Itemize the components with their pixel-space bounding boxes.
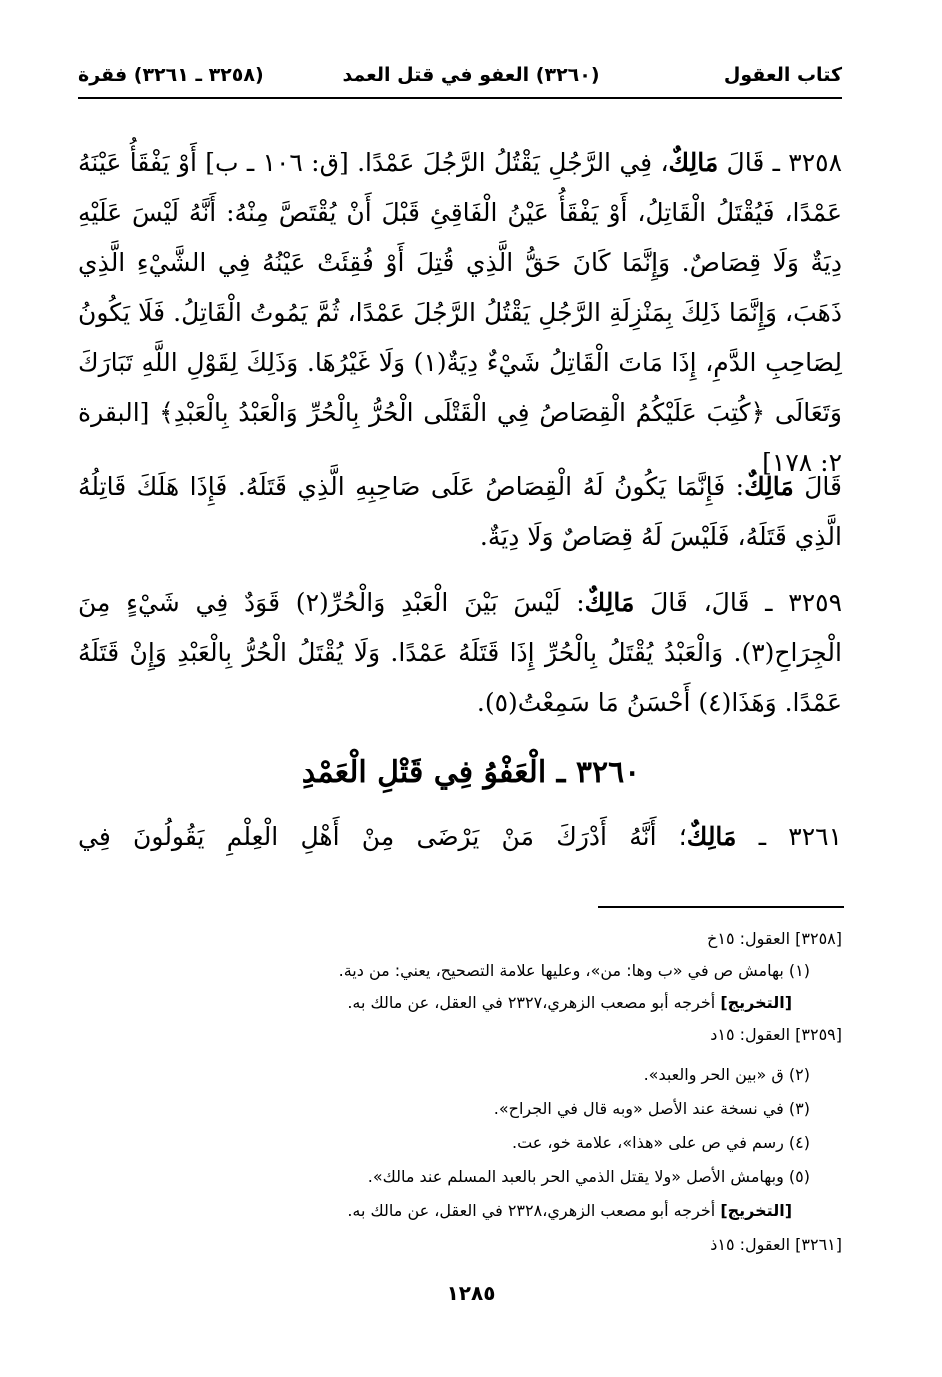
paragraph-malik-comment — [78, 462, 842, 562]
footnote-line: [٣٢٥٨] العقول: ١٥خ — [707, 929, 842, 948]
speaker-name: مَالِكٌ — [686, 822, 737, 851]
footnote-line: (٢) ق «بين الحر والعبد». — [643, 1065, 810, 1084]
paragraph-3259 — [78, 578, 842, 728]
speaker-name: مَالِكٌ — [584, 588, 635, 617]
paragraph-text: ؛ أَنَّهُ أَدْرَكَ مَنْ يَرْضَى مِنْ أَهْلِ الْعِلْمِ يَقُولُونَ فِي — [78, 822, 687, 851]
paragraph-3261 — [78, 812, 842, 862]
paragraph-text: ، فِي الرَّجُلِ يَقْتُلُ الرَّجُلَ عَمْدًا. [ق: ١٠٦ ـ ب] أَوْ يَفْقَأُ عَيْنَهُ عَمْدًا، فَيُقْتَلُ الْقَاتِلُ، أَوْ يَفْقَأُ عَيْنُ الْفَاقِئِ قَبْلَ أَنْ يُقْتَصَّ مِنْهُ: أَنَّهُ لَيْسَ عَلَيْهِ دِيَةٌ وَلَا قِصَاصٌ. وَإِنَّمَا كَانَ حَقُّ الَّذِي قُتِلَ أَوْ فُقِئَتْ عَيْنُهُ فِي الشَّيْءِ الَّذِي ذَهَبَ، وَإِنَّمَا ذَلِكَ بِمَنْزِلَةِ الرَّجُلِ يَقْتُلُ الرَّجُلَ عَمْدًا، ثُمَّ يَمُوتُ الْقَاتِلُ. فَلَا يَكُونُ لِصَاحِبِ الدَّمِ، إِذَا مَاتَ الْقَاتِلُ شَيْءٌ دِيَةٌ(١) وَلَا غَيْرُهَا. وَذَلِكَ لِقَوْلِ اللَّهِ تَبَارَكَ وَتَعَالَى ﴿كُتِبَ عَلَيْكُمُ الْقِصَاصُ فِي الْقَتْلَى الْحُرُّ بِالْحُرِّ وَالْعَبْدُ بِالْعَبْدِ﴾ [البقرة ٢: ١٧٨] — [78, 148, 843, 477]
running-header-book-title: كتاب العقول — [723, 64, 842, 86]
paragraph-3258 — [78, 138, 842, 488]
paragraph-number: ٣٢٥٨ ـ قَالَ — [718, 148, 842, 177]
paragraph-number: ٣٢٥٩ ـ قَالَ، قَالَ — [634, 588, 842, 617]
paragraph-text: : لَيْسَ بَيْنَ الْعَبْدِ وَالْحُرِّ(٢) قَوَدٌ فِي شَيْءٍ مِنَ الْجِرَاحِ(٣). وَالْعَبْدُ يُقْتَلُ بِالْحُرِّ إِذَا قَتَلَهُ عَمْدًا. وَلَا يُقْتَلُ الْحُرُّ بِالْعَبْدِ وَإِنْ قَتَلَهُ عَمْدًا. وَهَذَا(٤) أَحْسَنُ مَا سَمِعْتُ(٥). — [78, 588, 842, 717]
footnote-line: (٥) وبهامش الأصل «ولا يقتل الذمي الحر بالعبد المسلم عند مالك». — [367, 1167, 810, 1186]
header-rule — [78, 97, 842, 99]
footnote-separator — [598, 906, 844, 908]
running-header-chapter-title: (٣٢٦٠) العفو في قتل العمد — [342, 64, 600, 86]
paragraph-number: قَالَ — [793, 472, 842, 501]
paragraph-text: : فَإِنَّمَا يَكُونُ لَهُ الْقِصَاصُ عَلَى صَاحِبِهِ الَّذِي قَتَلَهُ. فَإِذَا هَلَكَ قَاتِلُهُ الَّذِي قَتَلَهُ، فَلَيْسَ لَهُ قِصَاصٌ وَلَا دِيَةٌ. — [78, 472, 842, 551]
footnote-text: أخرجه أبو مصعب الزهري،٢٣٢٧ في العقل، عن مالك به. — [347, 993, 721, 1012]
takhrij-label: [التخريج] — [720, 1201, 792, 1220]
footnote-line: (٣) في نسخة عند الأصل «وبه قال في الجراح». — [493, 1099, 810, 1118]
footnote-line: (١) بهامش ص في «ب وها: من»، وعليها علامة التصحيح، يعني: من دية. — [338, 961, 810, 980]
footnote-line — [347, 1196, 792, 1226]
footnote-line: [٣٢٥٩] العقول: ١٥د — [710, 1025, 842, 1044]
paragraph-number: ٣٢٦١ ـ — [736, 822, 843, 851]
running-header-paragraph-range: (٣٢٥٨ ـ ٣٢٦١) فقرة — [78, 64, 264, 86]
speaker-name: مَالِكٌ — [744, 472, 794, 501]
footnote-line — [347, 988, 792, 1018]
speaker-name: مَالِكٌ — [668, 148, 719, 177]
section-heading: ٣٢٦٠ ـ الْعَفْوُ فِي قَتْلِ الْعَمْدِ — [301, 755, 641, 790]
takhrij-label: [التخريج] — [720, 993, 792, 1012]
page-number: ١٢٨٥ — [446, 1281, 496, 1305]
footnote-line: (٤) رسم في ص على «هذا»، علامة خو، عت. — [512, 1133, 810, 1152]
footnote-text: أخرجه أبو مصعب الزهري،٢٣٢٨ في العقل، عن مالك به. — [347, 1201, 721, 1220]
footnote-line: [٣٢٦١] العقول: ١٥ذ — [710, 1235, 842, 1254]
